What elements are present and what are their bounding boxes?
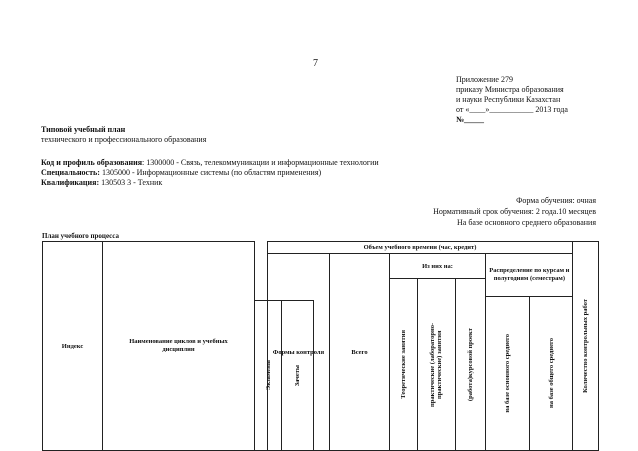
header-project-label: (работа)курсовой проект: [466, 327, 474, 402]
header-cycles-label: Наименование циклов и учебных дисциплин: [129, 338, 228, 353]
appendix-line: Приложение 279: [456, 75, 513, 84]
qualification-line: [41, 178, 379, 188]
study-duration: Нормативный срок обучения: 2 года.10 месяцев: [433, 207, 596, 216]
header-practical-label: практические (лабораторно-практические) занятия: [429, 322, 444, 407]
header-volume: Объем учебного времени (час, кредит): [267, 242, 573, 254]
appendix-line: от «____»___________ 2013 года: [456, 105, 568, 114]
plan-header: [41, 125, 206, 145]
appendix-line: приказу Министра образования: [456, 85, 564, 94]
header-theory-label: Теоретические занятия: [400, 330, 408, 399]
study-form: Форма обучения: очная: [516, 196, 596, 205]
page-number: 7: [313, 58, 318, 69]
header-project: [455, 279, 486, 451]
specialty-label: Специальность:: [41, 168, 100, 177]
control-forms-subtable: [254, 300, 314, 451]
header-theory: [389, 279, 418, 451]
header-control-works-label: Количество контрольных работ: [582, 299, 590, 393]
header-exams: [255, 301, 282, 451]
study-basis: На базе основного среднего образования: [456, 218, 596, 227]
header-control-forms: Формы контроля: [267, 254, 330, 451]
qualification-value: 130503 3 - Техник: [99, 178, 163, 187]
header-total: Всего: [330, 254, 389, 451]
header-cycles: [103, 242, 255, 451]
header-distribution: [486, 254, 573, 297]
header-general-secondary: [529, 297, 573, 451]
header-exams-label: Экзамены: [264, 360, 272, 391]
header-index: Индекс: [43, 242, 103, 451]
header-distribution-label: Распределение по курсам и полугодиям (семестрам): [489, 267, 570, 282]
specialty-line: [41, 168, 379, 178]
code-line: [41, 158, 379, 168]
header-control-works: [573, 242, 599, 451]
left-header-table: [42, 241, 255, 451]
appendix-line: №_____: [456, 115, 485, 124]
header-practical: [418, 279, 455, 451]
header-basic-secondary: [486, 297, 530, 451]
qualification-label: Квалификация:: [41, 178, 100, 187]
doc-subtitle: технического и профессионального образования: [41, 135, 207, 144]
appendix-block: [456, 75, 568, 125]
education-info: [41, 158, 379, 188]
study-info: [433, 195, 596, 228]
header-tests-label: Зачеты: [294, 364, 301, 387]
header-basic-secondary-label: на базе основного среднего: [504, 334, 512, 413]
header-general-secondary-label: на базе общего среднего: [547, 338, 555, 409]
header-tests: [282, 301, 314, 451]
doc-title: Типовой учебный план: [41, 125, 126, 134]
specialty-value: 1305000 - Информационные системы (по областям применения): [99, 168, 322, 177]
appendix-line: и науки Республики Казахстан: [456, 95, 561, 104]
header-of-which: Из них на:: [389, 254, 486, 279]
code-value: : 1300000 - Связь, телекоммуникации и информационные технологии: [142, 158, 379, 167]
plan-title: План учебного процесса: [42, 232, 119, 240]
code-label: Код и профиль образования: [41, 158, 143, 167]
